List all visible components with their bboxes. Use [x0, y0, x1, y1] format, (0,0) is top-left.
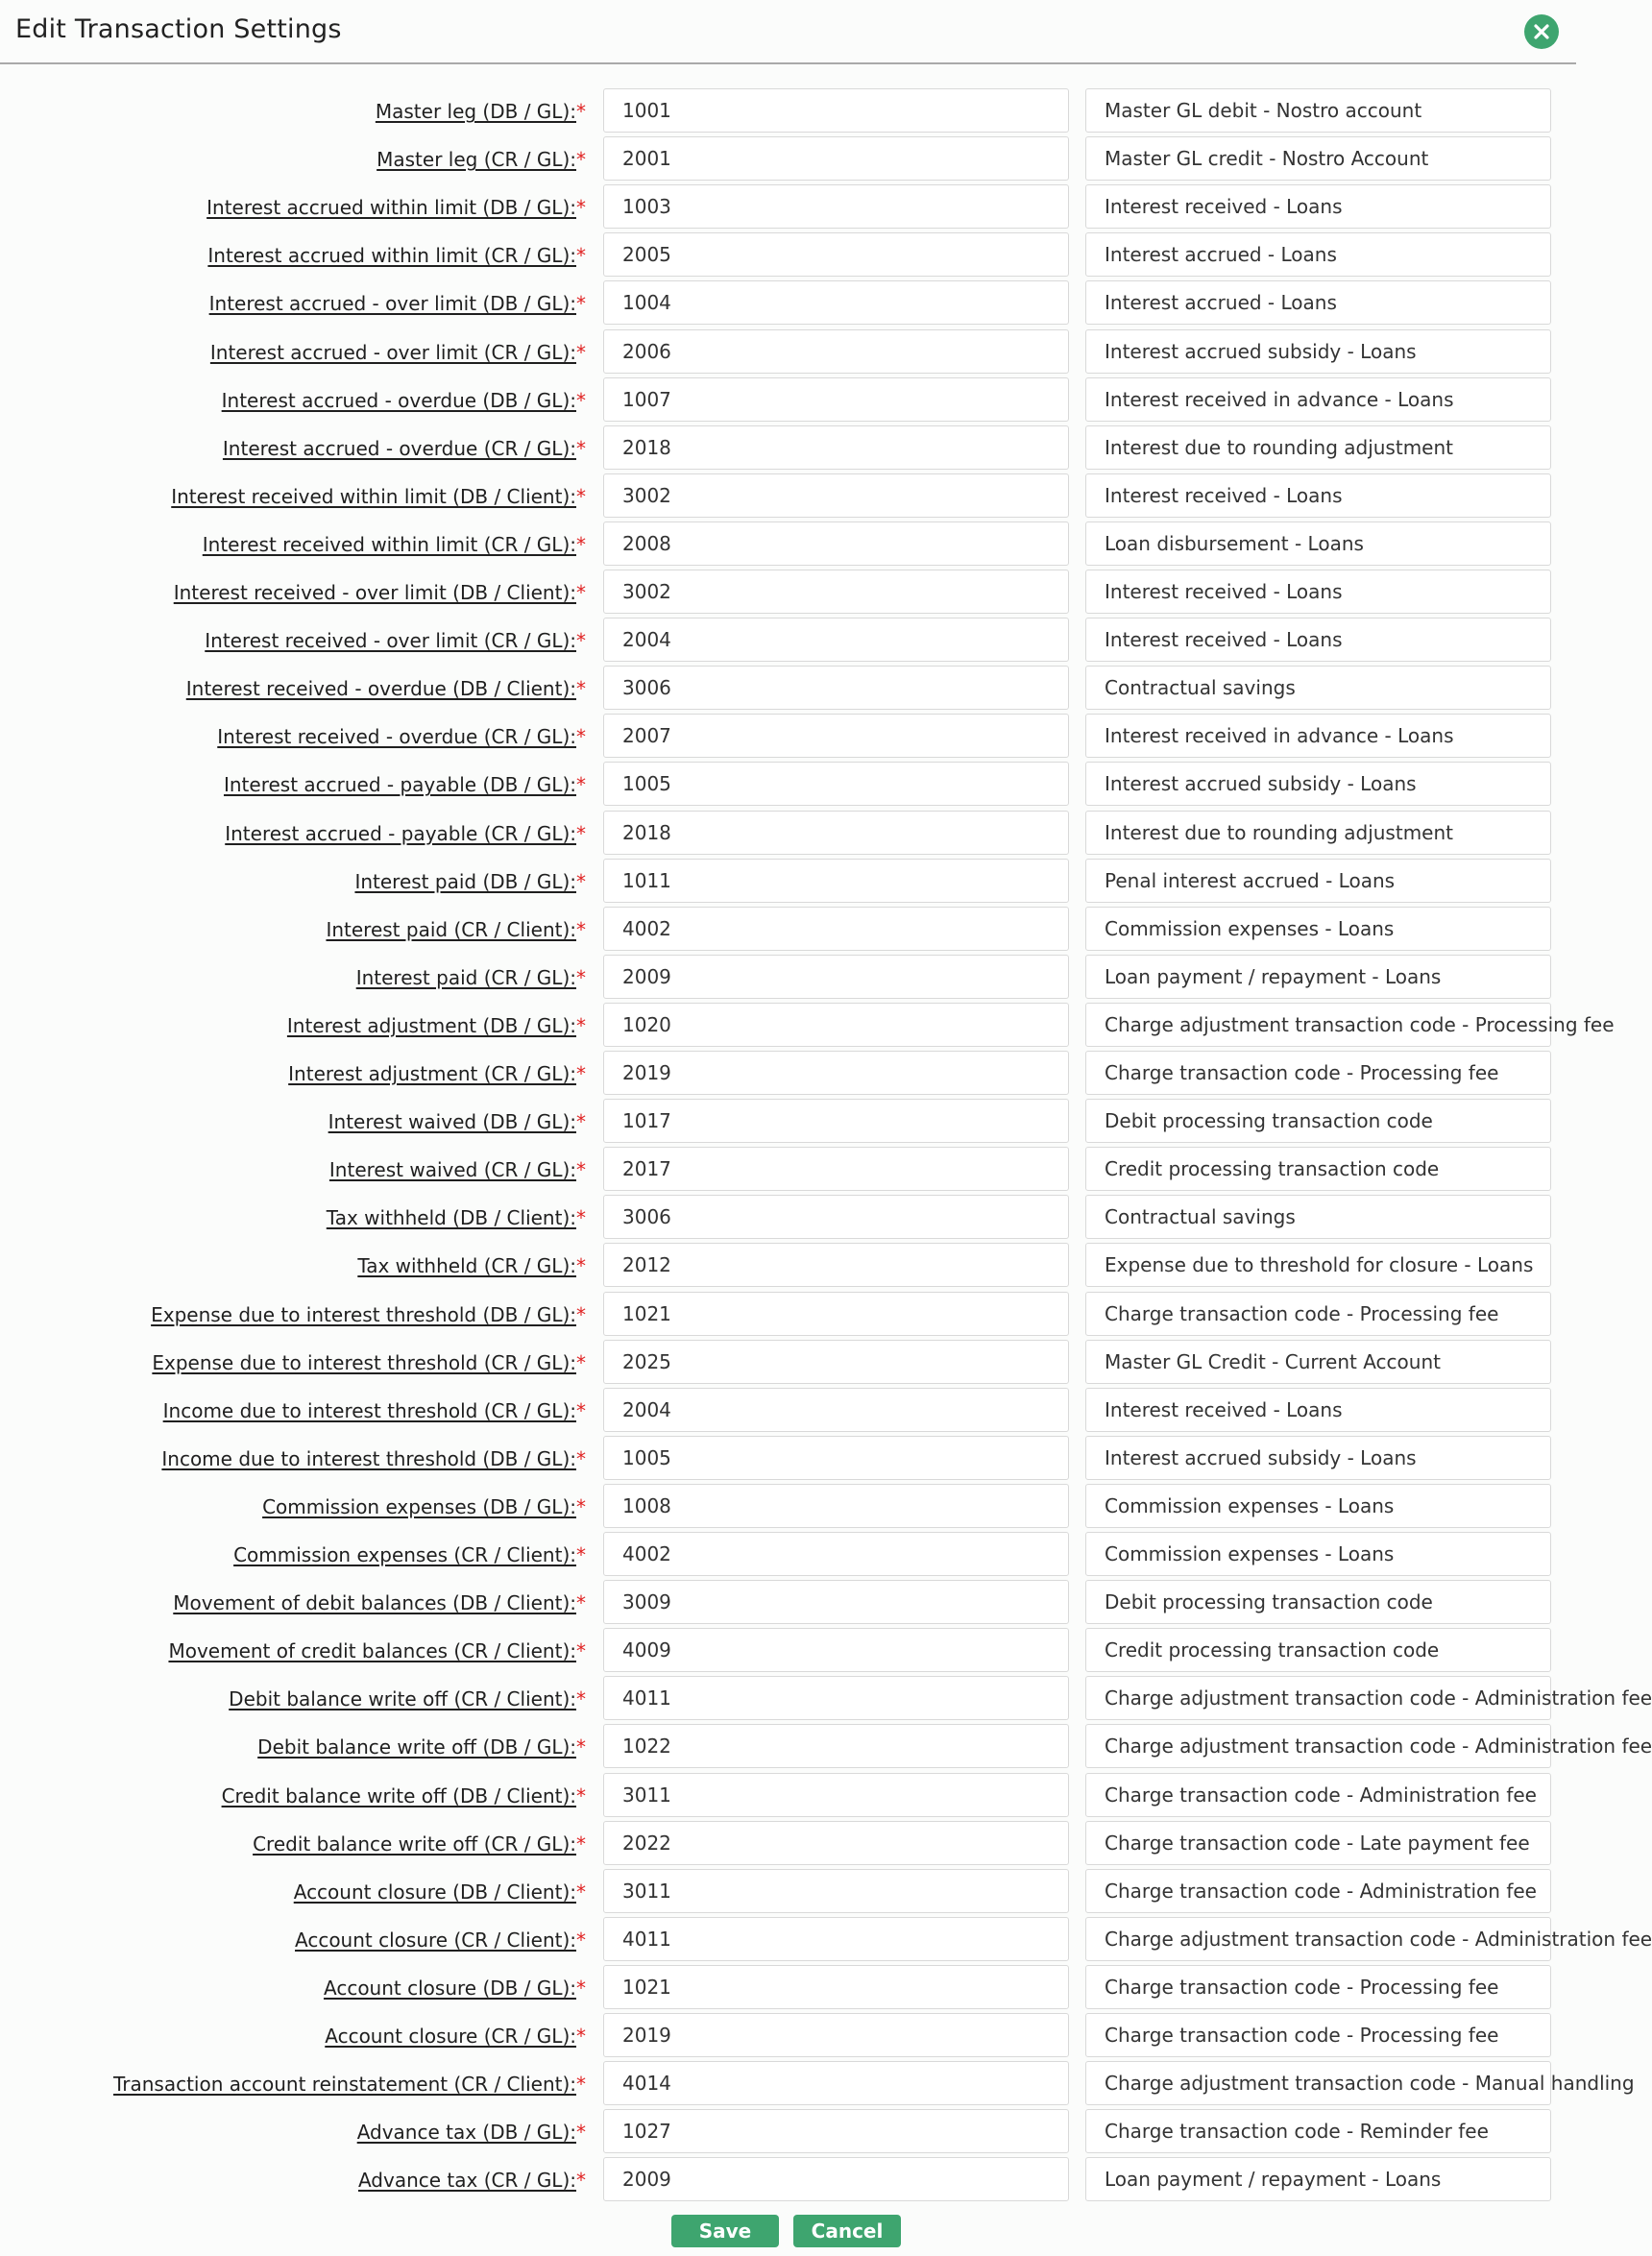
form-row	[0, 760, 1576, 808]
transaction-code-description: Interest received - Loans	[1085, 618, 1551, 662]
form-row	[0, 905, 1576, 953]
required-marker: *	[576, 1639, 586, 1663]
form-row	[0, 472, 1576, 520]
form-row	[0, 230, 1576, 279]
required-marker: *	[576, 100, 586, 123]
form-row	[0, 2059, 1635, 2107]
transaction-code-input[interactable]	[603, 570, 1069, 614]
field-label-link[interactable]: Interest paid (CR / Client):	[326, 917, 576, 941]
field-label	[173, 1591, 586, 1614]
transaction-code-description: Charge transaction code - Processing fee	[1085, 1292, 1551, 1336]
transaction-code-description: Commission expenses - Loans	[1085, 1532, 1551, 1576]
field-label	[354, 870, 586, 893]
required-marker: *	[576, 1446, 586, 1470]
field-label-link[interactable]: Advance tax (DB / GL):	[356, 2121, 576, 2145]
form-row	[0, 1338, 1576, 1386]
field-label	[161, 1447, 586, 1470]
field-label	[262, 1495, 586, 1518]
transaction-code-input[interactable]	[603, 232, 1069, 277]
field-label-link[interactable]: Interest accrued - overdue (DB / GL):	[221, 388, 576, 412]
field-label-link[interactable]: Advance tax (CR / GL):	[357, 2169, 576, 2193]
transaction-code-description: Charge transaction code - Processing fee	[1085, 2013, 1551, 2057]
transaction-code-description: Charge transaction code - Late payment fee	[1085, 1821, 1551, 1865]
transaction-code-description: Charge adjustment transaction code - Administration fee	[1085, 1676, 1551, 1720]
field-label-link[interactable]: Interest received - over limit (CR / GL):	[205, 629, 576, 653]
form-row	[0, 1290, 1576, 1338]
field-label-link[interactable]: Interest waived (DB / GL):	[328, 1110, 576, 1134]
form-row	[0, 182, 1576, 230]
required-marker: *	[576, 1158, 586, 1182]
required-marker: *	[576, 1976, 586, 2000]
transaction-code-description: Contractual savings	[1085, 666, 1551, 710]
transaction-code-input[interactable]	[603, 1051, 1069, 1095]
field-label	[356, 966, 586, 989]
field-label	[225, 822, 586, 845]
transaction-code-input[interactable]	[603, 1147, 1069, 1191]
required-marker: *	[576, 1880, 586, 1904]
form-row	[0, 279, 1576, 327]
transaction-code-input[interactable]	[603, 1965, 1069, 2009]
form-row	[0, 1771, 1576, 1819]
required-marker: *	[576, 917, 586, 941]
transaction-code-description: Interest accrued subsidy - Loans	[1085, 329, 1551, 374]
transaction-code-description: Charge transaction code - Administration fee	[1085, 1773, 1551, 1817]
field-label	[376, 100, 586, 123]
transaction-code-description: Debit processing transaction code	[1085, 1099, 1551, 1143]
transaction-code-description: Interest received - Loans	[1085, 1388, 1551, 1432]
field-label-link[interactable]: Movement of credit balances (CR / Client):	[168, 1639, 576, 1663]
close-icon	[1533, 23, 1550, 40]
required-marker: *	[576, 869, 586, 893]
field-label-link[interactable]: Account closure (CR / GL):	[325, 2025, 576, 2048]
transaction-code-description: Commission expenses - Loans	[1085, 1484, 1551, 1528]
form-row	[0, 1530, 1576, 1578]
required-marker: *	[576, 1591, 586, 1615]
transaction-code-input[interactable]	[603, 1243, 1069, 1287]
required-marker: *	[576, 1543, 586, 1566]
transaction-code-input[interactable]	[603, 1532, 1069, 1576]
field-label-link[interactable]: Interest received - over limit (DB / Client):	[173, 581, 576, 604]
required-marker: *	[576, 1350, 586, 1374]
field-label	[325, 2025, 586, 2048]
form-row	[0, 327, 1576, 376]
field-label-link[interactable]: Transaction account reinstatement (CR / Client):	[112, 2073, 576, 2097]
form-row	[0, 2107, 1576, 2155]
form-row	[0, 1434, 1576, 1482]
required-marker: *	[576, 1398, 586, 1422]
field-label-link[interactable]: Commission expenses (DB / GL):	[262, 1494, 576, 1518]
field-label	[222, 389, 586, 412]
form-row	[0, 1193, 1576, 1241]
transaction-code-description: Master GL credit - Nostro Account	[1085, 136, 1551, 181]
required-marker: *	[576, 1013, 586, 1037]
form-row	[0, 1386, 1576, 1434]
field-label	[207, 244, 586, 267]
field-label-link[interactable]: Interest received - overdue (DB / Client):	[185, 677, 576, 701]
field-label	[324, 1977, 586, 2000]
required-marker: *	[576, 340, 586, 364]
field-label	[223, 437, 586, 460]
field-label-link[interactable]: Interest accrued - payable (CR / GL):	[225, 821, 576, 845]
form-row	[0, 1001, 1615, 1049]
field-label	[209, 292, 586, 315]
required-marker: *	[576, 1735, 586, 1759]
field-label-link[interactable]: Interest paid (DB / GL):	[354, 869, 576, 893]
form-row	[0, 86, 1576, 134]
field-label-link[interactable]: Interest accrued within limit (CR / GL):	[207, 244, 576, 268]
field-label	[205, 629, 586, 652]
transaction-code-description: Charge adjustment transaction code - Processing fee	[1085, 1003, 1551, 1047]
field-label	[257, 1735, 586, 1759]
transaction-code-input[interactable]	[603, 1436, 1069, 1480]
required-marker: *	[576, 1062, 586, 1085]
field-label	[327, 1206, 586, 1229]
required-marker: *	[576, 1254, 586, 1278]
transaction-code-input[interactable]	[603, 473, 1069, 518]
field-label	[357, 2121, 586, 2144]
transaction-code-input[interactable]	[603, 1676, 1069, 1720]
required-marker: *	[576, 1494, 586, 1518]
transaction-code-input[interactable]	[603, 955, 1069, 999]
field-label	[326, 918, 586, 941]
field-label	[163, 1399, 586, 1422]
field-label	[357, 1254, 586, 1277]
form-row	[0, 664, 1576, 712]
field-label-link[interactable]: Tax withheld (DB / Client):	[326, 1206, 576, 1230]
transaction-code-input[interactable]	[603, 618, 1069, 662]
form-row	[0, 134, 1576, 182]
field-label-link[interactable]: Interest accrued - over limit (DB / GL):	[208, 292, 576, 316]
required-marker: *	[576, 677, 586, 701]
required-marker: *	[576, 725, 586, 749]
form-row	[0, 1674, 1652, 1722]
field-label	[203, 533, 586, 556]
field-label-link[interactable]: Interest adjustment (CR / GL):	[288, 1062, 576, 1085]
dialog-header	[0, 0, 1576, 64]
form-row	[0, 712, 1576, 760]
transaction-code-input[interactable]	[603, 88, 1069, 133]
transaction-code-input[interactable]	[603, 425, 1069, 470]
transaction-code-input[interactable]	[603, 280, 1069, 325]
field-label-link[interactable]: Interest accrued - overdue (CR / GL):	[222, 436, 576, 460]
field-label-link[interactable]: Account closure (DB / GL):	[324, 1976, 576, 2000]
field-label-link[interactable]: Expense due to interest threshold (CR / GL):	[152, 1350, 576, 1374]
field-label	[328, 1110, 586, 1133]
field-label-link[interactable]: Debit balance write off (CR / Client):	[229, 1687, 576, 1711]
transaction-code-description: Interest accrued - Loans	[1085, 232, 1551, 277]
required-marker: *	[576, 773, 586, 797]
field-label	[287, 1014, 586, 1037]
form-row	[0, 1578, 1576, 1626]
required-marker: *	[576, 1110, 586, 1134]
transaction-code-description: Interest accrued subsidy - Loans	[1085, 1436, 1551, 1480]
transaction-code-input[interactable]	[603, 1195, 1069, 1239]
form-row	[0, 1241, 1576, 1289]
field-label-link[interactable]: Interest paid (CR / GL):	[355, 965, 576, 989]
required-marker: *	[576, 581, 586, 604]
transaction-code-input[interactable]	[603, 1724, 1069, 1768]
transaction-code-input[interactable]	[603, 714, 1069, 758]
transaction-code-input[interactable]	[603, 1003, 1069, 1047]
field-label-link[interactable]: Master leg (DB / GL):	[375, 100, 576, 123]
form-row	[0, 1963, 1576, 2011]
required-marker: *	[576, 2121, 586, 2145]
form-row	[0, 953, 1576, 1001]
field-label	[210, 341, 586, 364]
transaction-code-input[interactable]	[603, 377, 1069, 422]
transaction-code-input[interactable]	[603, 1388, 1069, 1432]
form-row	[0, 857, 1576, 905]
form-row	[0, 1867, 1576, 1915]
required-marker: *	[576, 532, 586, 556]
transaction-code-description: Commission expenses - Loans	[1085, 907, 1551, 951]
transaction-code-description: Penal interest accrued - Loans	[1085, 859, 1551, 903]
required-marker: *	[576, 244, 586, 268]
field-label-link[interactable]: Credit balance write off (CR / GL):	[253, 1831, 576, 1856]
transaction-code-input[interactable]	[603, 811, 1069, 855]
field-label-link[interactable]: Account closure (DB / Client):	[293, 1880, 576, 1904]
field-label-link[interactable]: Debit balance write off (DB / GL):	[257, 1735, 576, 1759]
form-row	[0, 1097, 1576, 1145]
form-row	[0, 1915, 1652, 1963]
field-label	[329, 1158, 586, 1181]
transaction-code-description: Interest accrued subsidy - Loans	[1085, 762, 1551, 806]
field-label-link[interactable]: Interest received within limit (CR / GL):	[202, 532, 576, 556]
transaction-code-description: Charge transaction code - Processing fee	[1085, 1051, 1551, 1095]
required-marker: *	[576, 1783, 586, 1807]
transaction-code-input[interactable]	[603, 666, 1069, 710]
transaction-code-input[interactable]	[603, 1773, 1069, 1817]
transaction-code-input[interactable]	[603, 1580, 1069, 1624]
transaction-code-input[interactable]	[603, 329, 1069, 374]
transaction-code-input[interactable]	[603, 2109, 1069, 2153]
required-marker: *	[576, 1206, 586, 1230]
field-label	[233, 1543, 586, 1566]
field-label	[206, 196, 586, 219]
form-row	[0, 616, 1576, 664]
field-label	[171, 485, 586, 508]
transaction-code-input[interactable]	[603, 1340, 1069, 1384]
field-label	[151, 1303, 586, 1326]
transaction-code-input[interactable]	[603, 1628, 1069, 1672]
field-label-link[interactable]: Interest waived (CR / GL):	[328, 1158, 576, 1182]
transaction-code-description: Master GL debit - Nostro account	[1085, 88, 1551, 133]
transaction-code-description: Charge adjustment transaction code - Manual handling	[1085, 2061, 1551, 2105]
field-label-link[interactable]: Account closure (CR / Client):	[295, 1928, 576, 1952]
transaction-code-description: Charge transaction code - Administration fee	[1085, 1869, 1551, 1913]
required-marker: *	[576, 196, 586, 220]
transaction-code-input[interactable]	[603, 907, 1069, 951]
transaction-code-description: Loan payment / repayment - Loans	[1085, 2157, 1551, 2201]
required-marker: *	[576, 2169, 586, 2193]
transaction-code-description: Credit processing transaction code	[1085, 1628, 1551, 1672]
form-row	[0, 1482, 1576, 1530]
field-label	[288, 1062, 586, 1085]
transaction-code-description: Interest due to rounding adjustment	[1085, 425, 1551, 470]
form-row	[0, 2155, 1576, 2203]
field-label	[217, 725, 586, 748]
required-marker: *	[576, 484, 586, 508]
transaction-code-description: Contractual savings	[1085, 1195, 1551, 1239]
dialog-title: Edit Transaction Settings	[15, 14, 342, 44]
transaction-code-input[interactable]	[603, 2157, 1069, 2201]
transaction-code-description: Credit processing transaction code	[1085, 1147, 1551, 1191]
required-marker: *	[576, 965, 586, 989]
required-marker: *	[576, 1302, 586, 1326]
required-marker: *	[576, 1928, 586, 1952]
field-label-link[interactable]: Income due to interest threshold (CR / GL):	[162, 1398, 576, 1422]
save-button[interactable]: Save	[671, 2215, 779, 2247]
transaction-code-description: Expense due to threshold for closure - Loans	[1085, 1243, 1551, 1287]
transaction-code-input[interactable]	[603, 184, 1069, 229]
required-marker: *	[576, 388, 586, 412]
transaction-code-input[interactable]	[603, 762, 1069, 806]
field-label-link[interactable]: Income due to interest threshold (DB / GL):	[161, 1446, 576, 1470]
field-label	[186, 677, 586, 700]
field-label-link[interactable]: Interest accrued - over limit (CR / GL):	[209, 340, 576, 364]
field-label-link[interactable]: Credit balance write off (DB / Client):	[221, 1783, 576, 1807]
close-button[interactable]	[1524, 14, 1559, 49]
field-label-link[interactable]: Commission expenses (CR / Client):	[233, 1543, 576, 1566]
form-row	[0, 809, 1576, 857]
transaction-code-input[interactable]	[603, 1484, 1069, 1528]
transaction-code-description: Interest received in advance - Loans	[1085, 377, 1551, 422]
field-label	[174, 581, 586, 604]
required-marker: *	[576, 821, 586, 845]
transaction-code-description: Interest received - Loans	[1085, 473, 1551, 518]
field-label	[152, 1351, 586, 1374]
required-marker: *	[576, 436, 586, 460]
field-label	[229, 1687, 586, 1710]
transaction-code-description: Loan disbursement - Loans	[1085, 522, 1551, 566]
field-label-link[interactable]: Interest received within limit (DB / Client):	[171, 484, 576, 508]
transaction-code-description: Interest accrued - Loans	[1085, 280, 1551, 325]
transaction-code-input[interactable]	[603, 1099, 1069, 1143]
transaction-code-input[interactable]	[603, 2013, 1069, 2057]
transaction-code-input[interactable]	[603, 859, 1069, 903]
field-label	[294, 1880, 586, 1904]
required-marker: *	[576, 148, 586, 172]
transaction-code-description: Interest received in advance - Loans	[1085, 714, 1551, 758]
field-label	[168, 1639, 586, 1662]
transaction-code-description: Charge adjustment transaction code - Administration fee	[1085, 1917, 1551, 1961]
form-row	[0, 1722, 1652, 1770]
field-label-link[interactable]: Movement of debit balances (DB / Client):	[173, 1591, 576, 1615]
transaction-code-input[interactable]	[603, 2061, 1069, 2105]
transaction-code-description: Loan payment / repayment - Loans	[1085, 955, 1551, 999]
form-row	[0, 520, 1576, 568]
field-label	[222, 1784, 586, 1807]
transaction-code-description: Charge transaction code - Processing fee	[1085, 1965, 1551, 2009]
required-marker: *	[576, 629, 586, 653]
form-row	[0, 376, 1576, 424]
field-label-link[interactable]: Interest accrued within limit (DB / GL):	[206, 196, 576, 220]
transaction-code-description: Debit processing transaction code	[1085, 1580, 1551, 1624]
required-marker: *	[576, 1831, 586, 1856]
field-label-link[interactable]: Expense due to interest threshold (DB / GL):	[151, 1302, 576, 1326]
form-row	[0, 568, 1576, 616]
field-label	[358, 2169, 586, 2192]
field-label	[253, 1832, 586, 1856]
form-row	[0, 2011, 1576, 2059]
required-marker: *	[576, 1687, 586, 1711]
field-label-link[interactable]: Interest adjustment (DB / GL):	[286, 1013, 576, 1037]
field-label	[224, 773, 586, 796]
required-marker: *	[576, 292, 586, 316]
field-label	[377, 148, 586, 171]
dialog-actions	[0, 2215, 1576, 2249]
transaction-code-description: Master GL Credit - Current Account	[1085, 1340, 1551, 1384]
field-label-link[interactable]: Tax withheld (CR / GL):	[357, 1254, 576, 1278]
field-label	[295, 1929, 586, 1952]
form-row	[0, 1819, 1576, 1867]
transaction-code-input[interactable]	[603, 1869, 1069, 1913]
transaction-code-input[interactable]	[603, 1292, 1069, 1336]
transaction-code-description: Interest received - Loans	[1085, 184, 1551, 229]
form-row	[0, 424, 1576, 472]
required-marker: *	[576, 2073, 586, 2097]
required-marker: *	[576, 2025, 586, 2048]
field-label	[113, 2073, 586, 2096]
field-label-link[interactable]: Master leg (CR / GL):	[377, 148, 576, 172]
field-label-link[interactable]: Interest received - overdue (CR / GL):	[217, 725, 576, 749]
transaction-code-description: Charge adjustment transaction code - Administration fee	[1085, 1724, 1551, 1768]
cancel-button[interactable]: Cancel	[793, 2215, 901, 2247]
transaction-code-input[interactable]	[603, 136, 1069, 181]
form-row	[0, 1145, 1576, 1193]
form-row	[0, 1049, 1576, 1097]
transaction-code-input[interactable]	[603, 522, 1069, 566]
transaction-code-input[interactable]	[603, 1917, 1069, 1961]
transaction-code-description: Interest due to rounding adjustment	[1085, 811, 1551, 855]
transaction-code-input[interactable]	[603, 1821, 1069, 1865]
transaction-code-description: Interest received - Loans	[1085, 570, 1551, 614]
field-label-link[interactable]: Interest accrued - payable (DB / GL):	[223, 773, 576, 797]
form-row	[0, 1626, 1576, 1674]
transaction-code-description: Charge transaction code - Reminder fee	[1085, 2109, 1551, 2153]
